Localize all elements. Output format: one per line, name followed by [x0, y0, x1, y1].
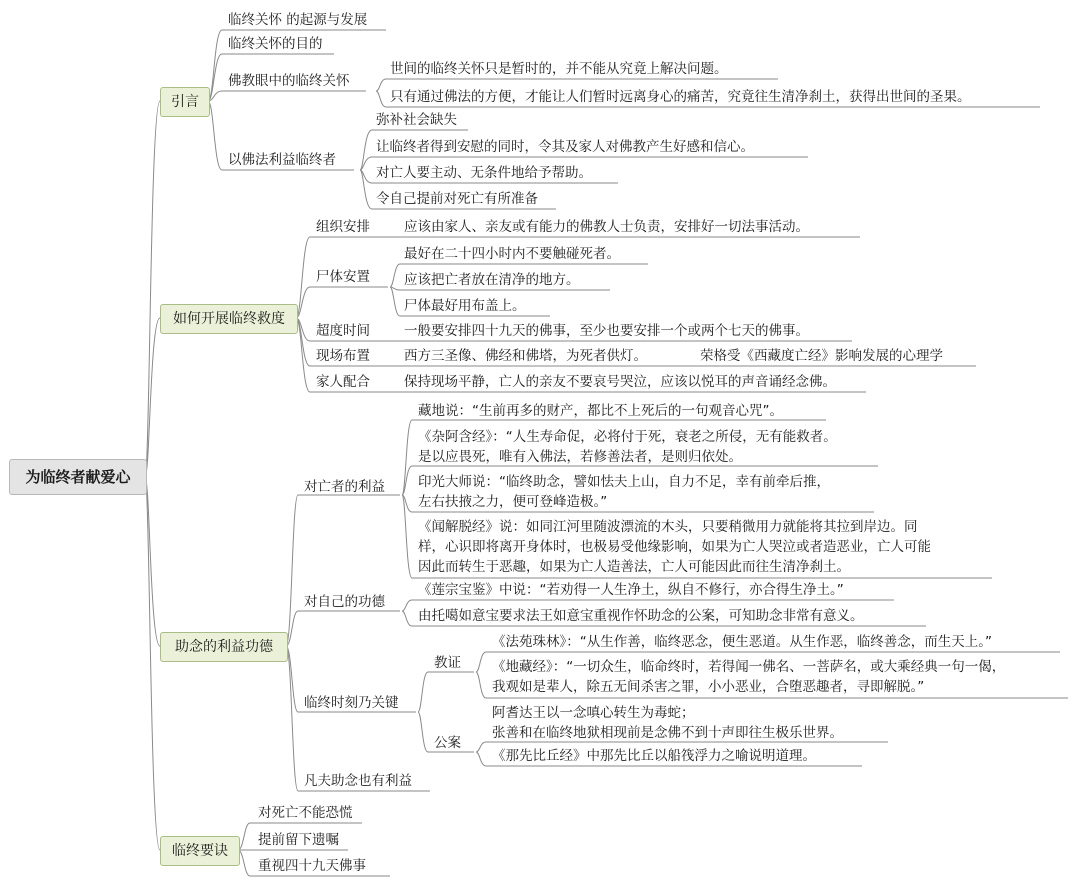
merit-scripture: 教证 [434, 655, 461, 671]
intro-purpose: 临终关怀的目的 [228, 36, 323, 52]
intro-buddhist-view-a: 世间的临终关怀只是暂时的，并不能从究竟上解决问题。 [390, 61, 728, 77]
merit-self-a: 《莲宗宝鉴》中说：“若劝得一人生净土，纵自不修行，亦合得生净土。” [418, 582, 844, 598]
root-topic: 为临终者献爱心 [9, 459, 147, 495]
merit-scripture-a: 《法苑珠林》：“从生作善，临终恶念，便生恶道。从生作恶，临终善念，而生天上。” [492, 634, 992, 650]
how-time: 超度时间 [316, 323, 370, 339]
how-body-b: 应该把亡者放在清净的地方。 [404, 272, 580, 288]
how-scene-a: 西方三圣像、佛经和佛塔，为死者供灯。 [404, 348, 647, 364]
how-scene: 现场布置 [316, 348, 370, 364]
merit-scripture-b: 《地藏经》：“一切众生，临命终时，若得闻一佛名、一菩萨名，或大乘经典一句一偈， 我观如是辈人，除五无间杀害之罪，小小恶业，合堕恶趣者，寻即解脱。” [492, 659, 1006, 695]
merit-deceased-b: 《杂阿含经》：“人生寿命促，必将付于死，衰老之所侵，无有能救者。 是以应畏死，唯有入佛法，若修善法者，是则归依处。 [418, 429, 837, 465]
merit-deceased-a: 藏地说：“生前再多的财产，都比不上死后的一句观音心咒”。 [418, 403, 783, 419]
how-organize-a: 应该由家人、亲友或有能力的佛教人士负责，安排好一切法事活动。 [404, 219, 809, 235]
branch-intro: 引言 [160, 87, 210, 117]
intro-origin: 临终关怀 的起源与发展 [228, 12, 368, 28]
how-time-a: 一般要安排四十九天的佛事，至少也要安排一个或两个七天的佛事。 [404, 323, 809, 339]
intro-benefit-a: 弥补社会缺失 [376, 112, 457, 128]
merit-critical: 临终时刻乃关键 [304, 695, 399, 711]
merit-case-b: 《那先比丘经》中那先比丘以船筏浮力之喻说明道理。 [492, 748, 816, 764]
merit-deceased-d: 《闻解脱经》说：如同江河里随波漂流的木头，只要稍微用力就能将其拉到岸边。同 样，心识即将离开身体时，也极易受他缘影响，如果为亡人哭泣或者造恶业，亡人可能 因此而转生于恶趣，如果为亡人造善法，亡人可能因此而往生清净刹土。 [418, 519, 931, 575]
how-body: 尸体安置 [316, 269, 370, 285]
branch-how-to: 如何开展临终救度 [160, 304, 298, 334]
how-body-c: 尸体最好用布盖上。 [404, 298, 526, 314]
branch-merit: 助念的利益功德 [160, 632, 288, 662]
merit-ordinary: 凡夫助念也有利益 [304, 773, 412, 789]
merit-case: 公案 [434, 735, 461, 751]
branch-keys: 临终要诀 [160, 836, 240, 866]
how-family-a: 保持现场平静，亡人的亲友不要哀号哭泣，应该以悦耳的声音诵经念佛。 [404, 374, 836, 390]
how-body-a: 最好在二十四小时内不要触碰死者。 [404, 246, 620, 262]
merit-self-b: 由托噶如意宝要求法王如意宝重视作怀助念的公案，可知助念非常有意义。 [418, 608, 864, 624]
merit-self: 对自己的功德 [304, 594, 385, 610]
intro-buddhist-view-b: 只有通过佛法的方便，才能让人们暂时远离身心的痛苦，究竟往生清净刹土，获得出世间的圣果。 [390, 89, 971, 105]
intro-benefit-b: 让临终者得到安慰的同时，令其及家人对佛教产生好感和信心。 [376, 139, 754, 155]
intro-benefit-d: 令自己提前对死亡有所准备 [376, 191, 538, 207]
how-family: 家人配合 [316, 374, 370, 390]
merit-deceased: 对亡者的利益 [304, 479, 385, 495]
keys-will: 提前留下遗嘱 [258, 832, 339, 848]
keys-no-panic: 对死亡不能恐慌 [258, 805, 353, 821]
merit-deceased-c: 印光大师说：“临终助念，譬如怯夫上山，自力不足，幸有前牵后推， 左右扶掖之力，便可登峰造极。” [418, 474, 830, 510]
how-scene-b: 荣格受《西藏度亡经》影响发展的心理学 [700, 348, 943, 364]
keys-49-days: 重视四十九天佛事 [258, 858, 366, 874]
how-organize: 组织安排 [316, 219, 370, 235]
merit-case-a: 阿耆达王以一念嗔心转生为毒蛇； 张善和在临终地狱相现前是念佛不到十声即往生极乐世界。 [492, 705, 843, 741]
intro-buddhist-view: 佛教眼中的临终关怀 [228, 73, 350, 89]
intro-benefit-c: 对亡人要主动、无条件地给予帮助。 [376, 165, 592, 181]
intro-benefit: 以佛法利益临终者 [228, 152, 336, 168]
